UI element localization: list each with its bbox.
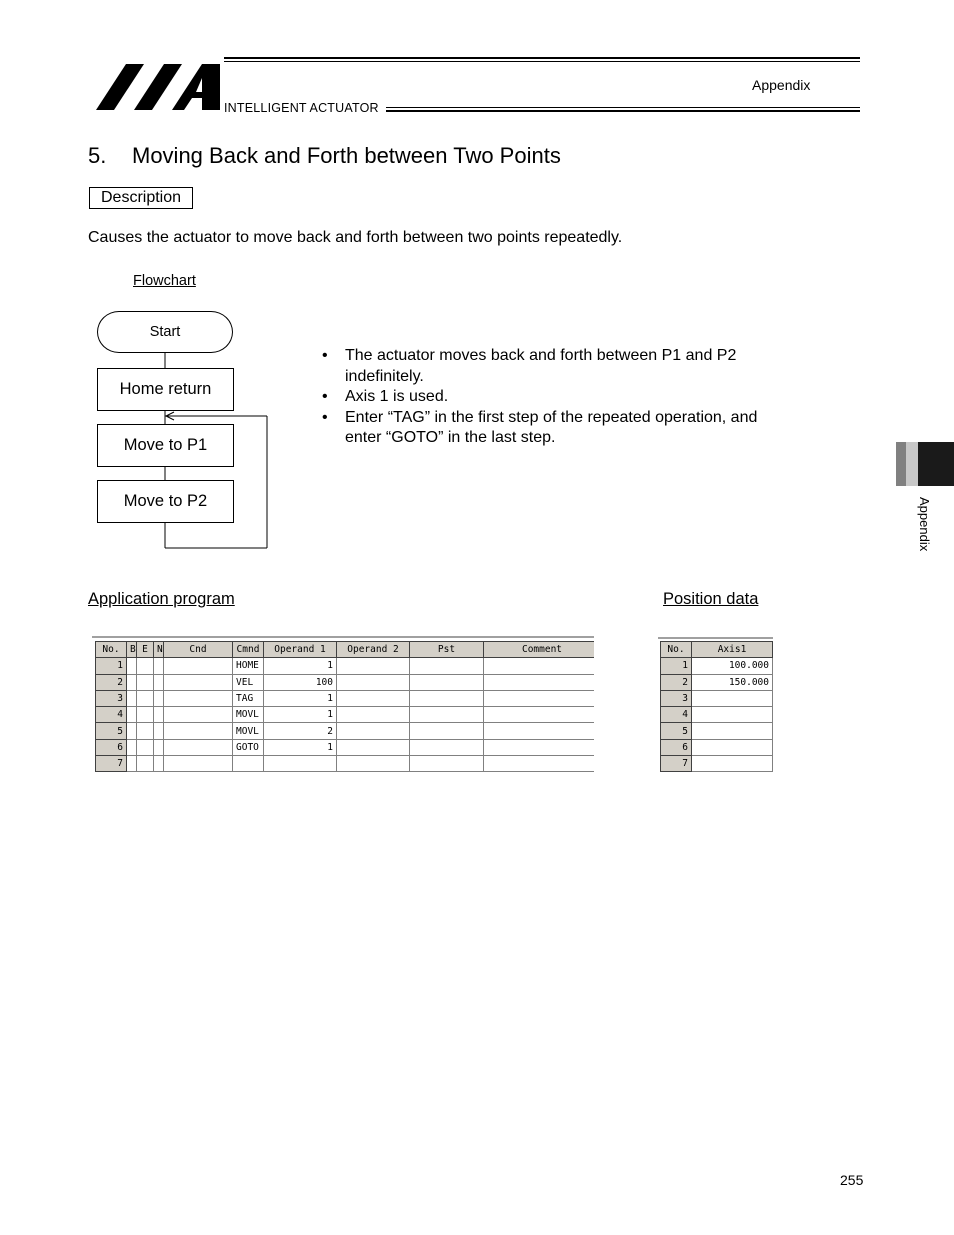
table-cell[interactable] [137,723,154,739]
iai-logo [96,58,222,110]
table-cell[interactable]: VEL [233,674,264,690]
position-column-header: No. [661,642,692,658]
table-cell[interactable] [410,658,484,674]
table-cell[interactable] [337,658,410,674]
table-cell[interactable] [164,723,233,739]
header-rule [386,107,860,108]
table-cell[interactable] [164,756,233,772]
table-cell[interactable] [410,739,484,755]
table-cell[interactable] [410,690,484,706]
table-cell[interactable]: MOVL [233,707,264,723]
table-cell[interactable] [264,756,337,772]
table-cell[interactable] [164,674,233,690]
row-number: 6 [96,739,127,755]
header-brand: INTELLIGENT ACTUATOR [224,101,379,115]
table-row[interactable] [96,658,595,674]
table-cell[interactable] [692,690,773,706]
row-number: 2 [661,674,692,690]
table-row[interactable] [96,756,595,772]
program-column-header: N [154,642,164,658]
table-cell[interactable] [127,690,137,706]
row-number: 1 [661,658,692,674]
list-item: • Enter “TAG” in the first step of the repeated operation, and enter “GOTO” in the last step. [320,408,780,449]
table-cell[interactable] [484,723,595,739]
table-row[interactable] [661,658,773,674]
side-tab-label: Appendix [917,497,932,552]
row-number: 3 [661,690,692,706]
list-item: • Axis 1 is used. [320,387,780,408]
table-cell[interactable] [154,674,164,690]
table-cell[interactable]: 2 [264,723,337,739]
program-column-header: E [137,642,154,658]
header-section: Appendix [752,77,811,93]
table-cell[interactable] [484,756,595,772]
position-table [660,641,773,772]
table-cell[interactable] [337,690,410,706]
table-cell[interactable] [692,756,773,772]
side-tab [918,442,954,486]
table-row[interactable] [661,707,773,723]
program-column-header: Operand 1 [264,642,337,658]
table-cell[interactable] [410,707,484,723]
table-cell[interactable] [410,723,484,739]
table-cell[interactable] [233,756,264,772]
table-cell[interactable] [154,658,164,674]
program-grid [92,636,594,775]
header-rule [386,110,860,112]
table-cell[interactable] [692,739,773,755]
page-number: 255 [840,1172,864,1188]
table-cell[interactable]: 100.000 [692,658,773,674]
position-column-header: Axis1 [692,642,773,658]
table-cell[interactable] [692,723,773,739]
section-title-text: Moving Back and Forth between Two Points [132,143,561,168]
description-label: Description [89,187,193,209]
section-title [88,143,561,169]
table-cell[interactable]: GOTO [233,739,264,755]
table-cell[interactable] [164,739,233,755]
table-cell[interactable] [484,690,595,706]
table-row[interactable] [661,690,773,706]
program-column-header: B [127,642,137,658]
row-number: 4 [96,707,127,723]
row-number: 3 [96,690,127,706]
table-cell[interactable] [127,756,137,772]
table-row[interactable] [96,739,595,755]
table-cell[interactable] [337,707,410,723]
side-tab-shade [896,442,906,486]
table-row[interactable] [661,723,773,739]
table-cell[interactable] [154,707,164,723]
table-cell[interactable] [410,674,484,690]
table-cell[interactable] [127,723,137,739]
table-cell[interactable] [127,658,137,674]
table-row[interactable] [661,739,773,755]
notes-list [320,346,780,449]
section-number: 5. [88,143,107,168]
program-column-header: Cnd [164,642,233,658]
flowchart-step-move-p1: Move to P1 [97,424,234,467]
row-number: 2 [96,674,127,690]
table-cell[interactable]: 1 [264,707,337,723]
table-cell[interactable] [337,739,410,755]
table-row[interactable] [96,723,595,739]
table-row[interactable] [96,674,595,690]
table-cell[interactable] [410,756,484,772]
flowchart-step-move-p2: Move to P2 [97,480,234,523]
table-cell[interactable] [164,707,233,723]
program-column-header: Pst [410,642,484,658]
row-number: 4 [661,707,692,723]
table-row[interactable] [661,674,773,690]
table-cell[interactable] [137,674,154,690]
flowchart-start: Start [97,311,233,353]
row-number: 7 [96,756,127,772]
table-cell[interactable] [484,658,595,674]
position-grid [658,637,773,775]
program-column-header: No. [96,642,127,658]
table-cell[interactable] [127,707,137,723]
table-cell[interactable] [137,739,154,755]
row-number: 6 [661,739,692,755]
table-cell[interactable] [127,739,137,755]
list-item: • The actuator moves back and forth between P1 and P2 indefinitely. [320,346,780,387]
table-cell[interactable] [337,756,410,772]
table-row[interactable] [661,756,773,772]
table-cell[interactable]: 1 [264,658,337,674]
program-column-header: Cmnd [233,642,264,658]
table-cell[interactable] [137,756,154,772]
table-row[interactable] [96,707,595,723]
table-cell[interactable] [337,723,410,739]
table-cell[interactable]: MOVL [233,723,264,739]
row-number: 5 [661,723,692,739]
header-rule [224,61,860,62]
side-tab-shade [906,442,918,486]
table-cell[interactable] [137,707,154,723]
description-text: Causes the actuator to move back and forth between two points repeatedly. [88,229,623,246]
table-cell[interactable] [154,690,164,706]
table-cell[interactable]: 1 [264,739,337,755]
row-number: 5 [96,723,127,739]
table-cell[interactable] [164,690,233,706]
table-cell[interactable]: TAG [233,690,264,706]
table-cell[interactable] [137,658,154,674]
row-number: 7 [661,756,692,772]
application-program-label: Application program [88,590,235,608]
table-cell[interactable] [154,739,164,755]
table-cell[interactable] [164,658,233,674]
program-table [95,641,594,772]
table-cell[interactable] [337,674,410,690]
table-cell[interactable] [484,674,595,690]
table-row[interactable] [96,690,595,706]
header-rule [224,57,860,59]
table-cell[interactable] [137,690,154,706]
row-number: 1 [96,658,127,674]
flowchart-label: Flowchart [133,273,196,289]
table-cell[interactable] [154,756,164,772]
table-cell[interactable] [484,739,595,755]
table-cell[interactable] [692,707,773,723]
table-cell[interactable] [127,674,137,690]
table-cell[interactable]: 1 [264,690,337,706]
program-column-header: Operand 2 [337,642,410,658]
table-cell[interactable]: HOME [233,658,264,674]
table-cell[interactable]: 100 [264,674,337,690]
program-column-header: Comment [484,642,595,658]
table-cell[interactable] [154,723,164,739]
table-cell[interactable]: 150.000 [692,674,773,690]
table-cell[interactable] [484,707,595,723]
position-data-label: Position data [663,590,759,608]
flowchart-step-home-return: Home return [97,368,234,411]
